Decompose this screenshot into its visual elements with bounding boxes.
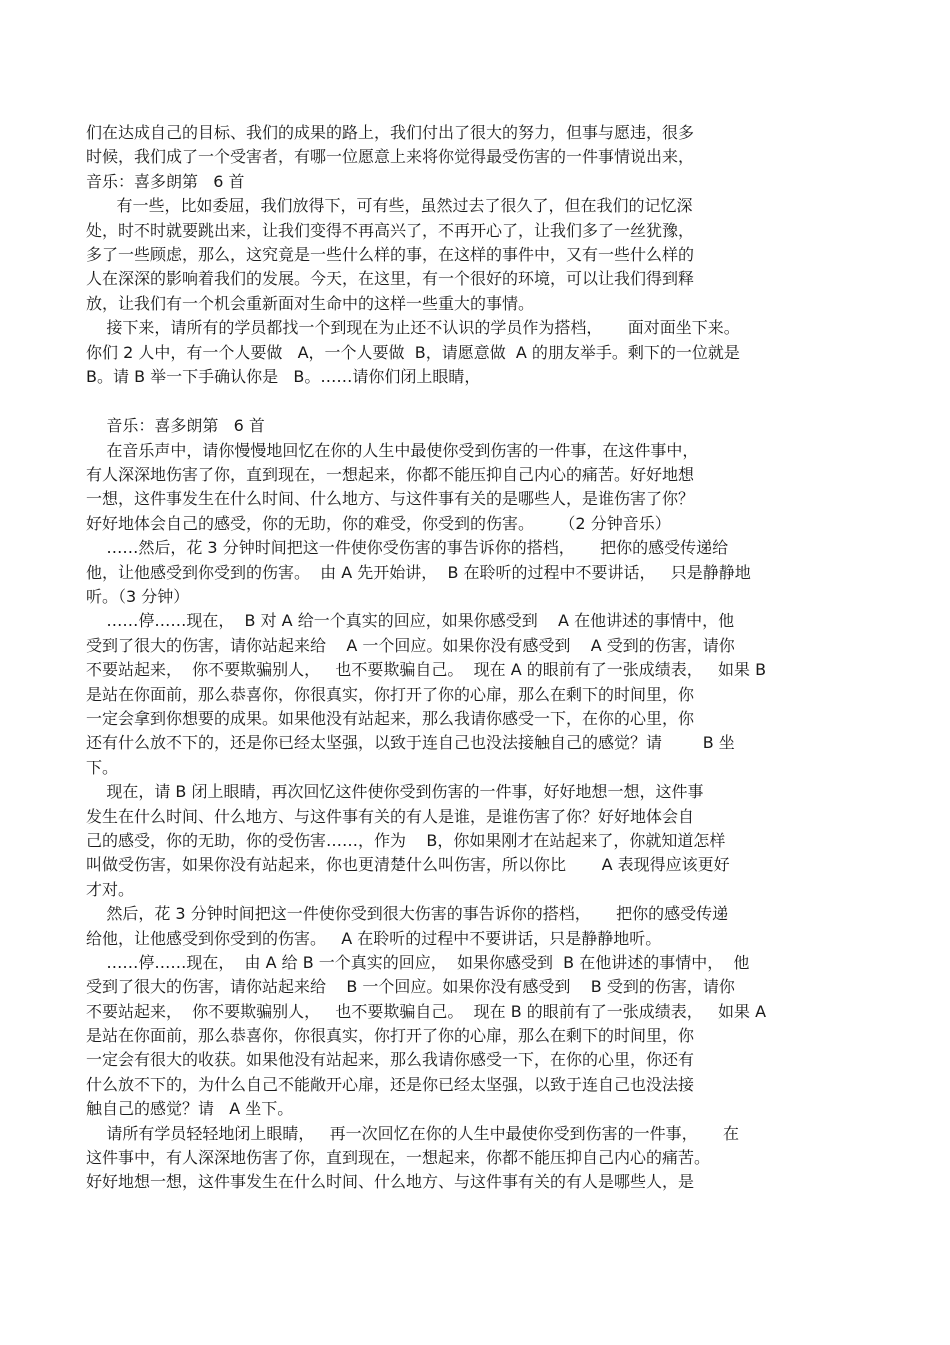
- text-line: 好好地想一想，这件事发生在什么时间、什么地方、与这件事有关的有人是哪些人，是: [86, 1172, 695, 1192]
- text-line: 受到了很大的伤害，请你站起来给 B 一个回应。如果你没有感受到 B 受到的伤害，请你: [86, 977, 735, 997]
- text-line: 们在达成自己的目标、我们的成果的路上，我们付出了很大的努力，但事与愿违，很多: [86, 123, 695, 142]
- text-line: 受到了很大的伤害，请你站起来给 A 一个回应。如果你没有感受到 A 受到的伤害，请你: [86, 635, 735, 655]
- text-line: 还有什么放不下的，还是你已经太坚强，以致于连自己也没法接触自己的感觉？请 B 坐: [86, 733, 735, 753]
- text-line: 下。: [86, 757, 119, 777]
- text-line: 好好地体会自己的感受，你的无助，你的难受，你受到的伤害。 （2 分钟音乐）: [86, 513, 671, 533]
- text-line: 不要站起来， 你不要欺骗别人， 也不要欺骗自己。 现在 B 的眼前有了一张成绩表， 如果 A: [86, 1001, 767, 1021]
- text-line: B。请 B 举一下手确认你是 B。……请你们闭上眼睛，: [86, 366, 481, 386]
- text-line: 听。（3 分钟）: [86, 587, 190, 607]
- text-line: 人在深深的影响着我们的发展。今天，在这里，有一个很好的环境，可以让我们得到释: [86, 269, 695, 289]
- text-line: ……停……现在， B 对 A 给一个真实的回应，如果你感受到 A 在他讲述的事情中，他: [86, 611, 735, 631]
- text-line: ……然后，花 3 分钟时间把这一件使你受伤害的事告诉你的搭档， 把你的感受传递给: [86, 538, 729, 558]
- text-line: 是站在你面前，那么恭喜你，你很真实，你打开了你的心扉，那么在剩下的时间里，你: [86, 684, 695, 704]
- text-line: 在音乐声中，请你慢慢地回忆在你的人生中最使你受到伤害的一件事，在这件事中，: [86, 440, 699, 460]
- text-line: ……停……现在， 由 A 给 B 一个真实的回应， 如果你感受到 B 在他讲述的事情中， 他: [86, 952, 750, 972]
- text-line: 音乐：喜多朗第 6 首: [86, 416, 265, 436]
- text-line: 才对。: [86, 879, 135, 899]
- text-line: 接下来，请所有的学员都找一个到现在为止还不认识的学员作为搭档， 面对面坐下来。: [86, 318, 740, 338]
- text-line: 发生在什么时间、什么地方、与这件事有关的有人是谁，是谁伤害了你？好好地体会自: [86, 806, 695, 826]
- text-line: 然后，花 3 分钟时间把这一件使你受到很大伤害的事告诉你的搭档， 把你的感受传递: [86, 904, 729, 924]
- text-line: 多了一些顾虑，那么，这究竟是一些什么样的事，在这样的事件中，又有一些什么样的: [86, 244, 695, 264]
- text-line: 请所有学员轻轻地闭上眼睛， 再一次回忆在你的人生中最使你受到伤害的一件事， 在: [86, 1123, 740, 1143]
- text-line: 一定会拿到你想要的成果。如果他没有站起来，那么我请你感受一下，在你的心里，你: [86, 708, 695, 728]
- text-line: 是站在你面前，那么恭喜你，你很真实，你打开了你的心扉，那么在剩下的时间里，你: [86, 1026, 695, 1046]
- text-line: 什么放不下的，为什么自己不能敞开心扉，还是你已经太坚强，以致于连自己也没法接: [86, 1074, 695, 1094]
- text-line: 处，时不时就要跳出来，让我们变得不再高兴了，不再开心了，让我们多了一丝犹豫，: [86, 220, 695, 240]
- text-line: 有人深深地伤害了你，直到现在，一想起来，你都不能压抑自己内心的痛苦。好好地想: [86, 465, 695, 485]
- text-line: 己的感受，你的无助，你的受伤害……，作为 B，你如果刚才在站起来了，你就知道怎样: [86, 830, 726, 850]
- text-line: 时候，我们成了一个受害者，有哪一位愿意上来将你觉得最受伤害的一件事情说出来，: [86, 147, 695, 167]
- text-line: 给他，让他感受到你受到的伤害。 A 在聆听的过程中不要讲话，只是静静地听。: [86, 928, 662, 948]
- paragraph-gap: [86, 389, 846, 414]
- text-line: 他，让他感受到你受到的伤害。 由 A 先开始讲， B 在聆听的过程中不要讲话， 只是静静地: [86, 562, 751, 582]
- text-line: 你们 2 人中，有一个人要做 A，一个人要做 B，请愿意做 A 的朋友举手。剩下的一位就是: [86, 342, 740, 362]
- text-line: 叫做受伤害，如果你没有站起来，你也更清楚什么叫伤害，所以你比 A 表现得应该更好: [86, 855, 730, 875]
- text-line: 音乐：喜多朗第 6 首: [86, 171, 245, 191]
- text-line: 放，让我们有一个机会重新面对生命中的这样一些重大的事情。: [86, 293, 535, 313]
- text-line: 现在，请 B 闭上眼睛，再次回忆这件使你受到伤害的一件事，好好地想一想，这件事: [86, 782, 704, 802]
- text-line: 有一些，比如委屈，我们放得下，可有些，虽然过去了很久了，但在我们的记忆深: [86, 196, 693, 216]
- text-line: 一定会有很大的收获。如果他没有站起来，那么我请你感受一下，在你的心里，你还有: [86, 1050, 695, 1070]
- text-line: 这件事中，有人深深地伤害了你，直到现在，一想起来，你都不能压抑自己内心的痛苦。: [86, 1148, 711, 1168]
- text-line: 一想，这件事发生在什么时间、什么地方、与这件事有关的是哪些人，是谁伤害了你？: [86, 489, 695, 509]
- text-line: 不要站起来， 你不要欺骗别人， 也不要欺骗自己。 现在 A 的眼前有了一张成绩表， 如果 B: [86, 660, 767, 680]
- document-body: [86, 121, 846, 1195]
- text-line: 触自己的感觉？请 A 坐下。: [86, 1099, 294, 1119]
